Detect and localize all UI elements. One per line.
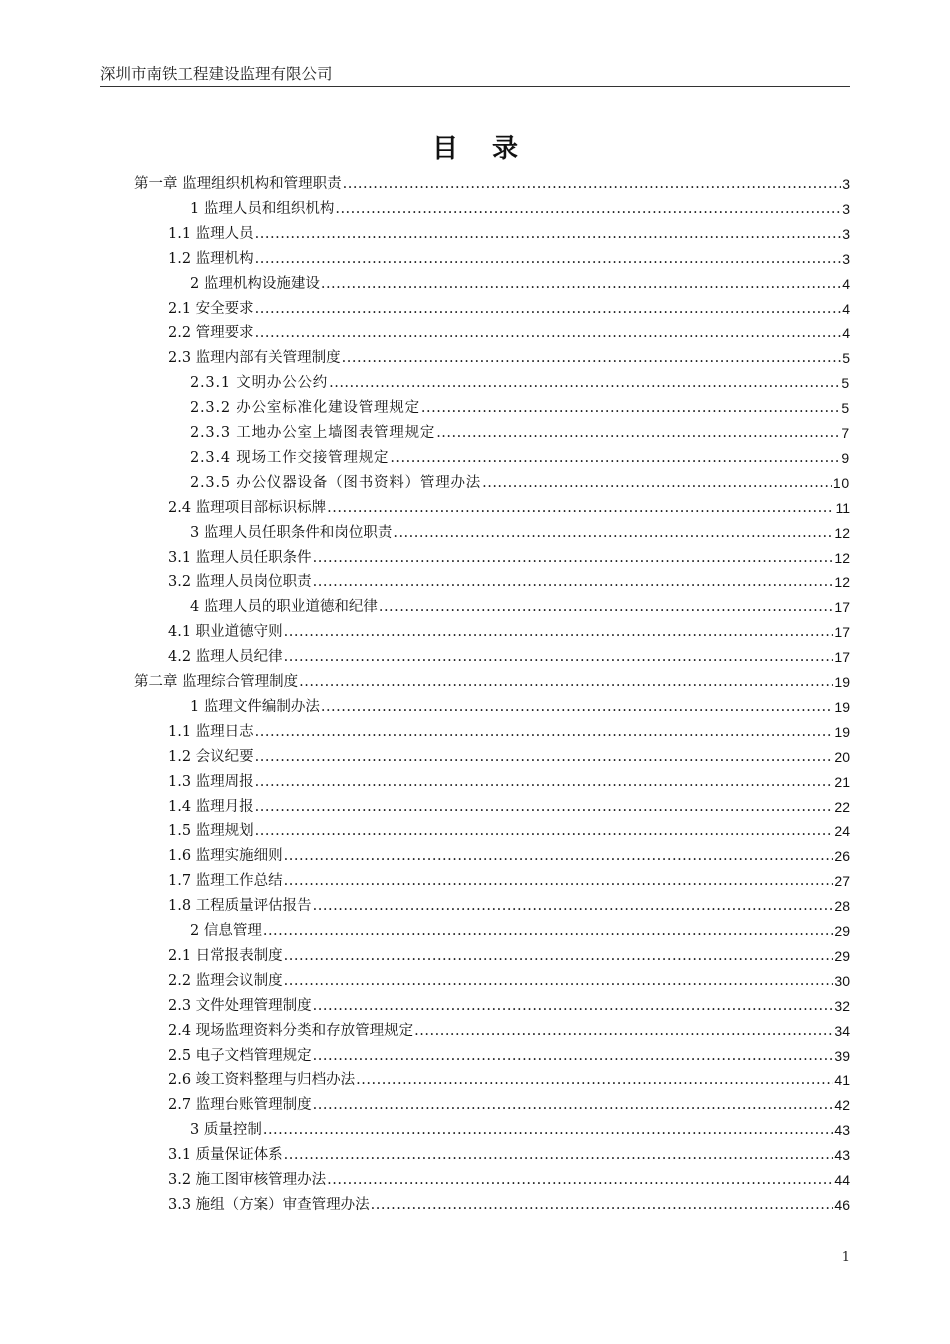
toc-entry-label: 2.3.1 文明办公公约	[190, 375, 329, 392]
toc-entry-label: 3 监理人员任职条件和岗位职责	[190, 524, 393, 541]
toc-leader-dots	[321, 697, 834, 717]
toc-entry-label: 1.2 会议纪要	[168, 748, 254, 765]
page-number: 1	[841, 1250, 850, 1265]
toc-entry-page: 42	[834, 1097, 850, 1114]
toc-entry-label: 2.3.2 办公室标准化建设管理规定	[190, 400, 420, 417]
toc-entry-label: 1 监理文件编制办法	[190, 698, 320, 715]
toc-entry-label: 2.3.4 现场工作交接管理规定	[190, 449, 390, 466]
toc-entry-page: 19	[834, 698, 850, 715]
toc-leader-dots	[436, 423, 840, 443]
toc-entry-page: 3	[842, 176, 850, 192]
toc-entry-page: 17	[834, 624, 850, 641]
toc-entry-page: 30	[834, 972, 850, 989]
toc-entry-page: 20	[834, 748, 850, 765]
toc-entry-page: 3	[842, 200, 850, 217]
toc-leader-dots	[313, 548, 834, 568]
toc-entry-label: 2.4 现场监理资料分类和存放管理规定	[168, 1022, 414, 1039]
toc-entry-page: 32	[834, 997, 850, 1014]
toc-entry-label: 1.3 监理周报	[168, 773, 254, 790]
toc-entry-page: 12	[834, 549, 850, 566]
toc-leader-dots	[284, 971, 834, 991]
toc-entry[interactable]	[190, 921, 850, 941]
toc-entry-page: 29	[834, 947, 850, 964]
toc-entry[interactable]	[168, 896, 850, 916]
toc-entry-page: 21	[834, 773, 850, 790]
toc-entry[interactable]	[168, 224, 850, 244]
toc-entry-page: 44	[834, 1172, 850, 1188]
toc-entry-page: 5	[841, 400, 850, 417]
toc-leader-dots	[255, 772, 834, 792]
toc-entry-label: 3.1 质量保证体系	[168, 1147, 283, 1164]
toc-entry[interactable]	[168, 1145, 850, 1165]
toc-entry[interactable]	[168, 996, 850, 1016]
toc-entry-page: 29	[834, 923, 850, 939]
toc-leader-dots	[371, 1195, 834, 1215]
toc-entry[interactable]	[190, 423, 850, 443]
toc-entry[interactable]	[190, 1120, 850, 1140]
page-title: 目录	[431, 134, 552, 164]
toc-entry[interactable]	[168, 747, 850, 767]
toc-entry-label: 4.2 监理人员纪律	[168, 649, 283, 666]
toc-entry-page: 39	[834, 1047, 850, 1064]
toc-entry-label: 1.2 监理机构	[168, 250, 254, 267]
toc-entry[interactable]	[190, 697, 850, 717]
toc-leader-dots	[421, 398, 841, 418]
toc-entry[interactable]	[168, 1195, 850, 1215]
toc-entry-page: 19	[834, 674, 850, 690]
toc-leader-dots	[327, 498, 834, 518]
toc-entry[interactable]	[168, 299, 850, 319]
toc-entry-page: 3	[842, 225, 850, 242]
toc-entry-label: 2 监理机构设施建设	[190, 275, 320, 292]
toc-entry-page: 27	[834, 873, 850, 890]
toc-leader-dots	[313, 1046, 834, 1066]
toc-entry-page: 12	[834, 524, 850, 541]
toc-entry[interactable]	[168, 722, 850, 742]
toc-leader-dots	[255, 323, 842, 343]
toc-entry[interactable]	[168, 572, 850, 592]
toc-entry[interactable]	[168, 1021, 850, 1041]
toc-leader-dots	[284, 622, 834, 642]
toc-entry-label: 1.4 监理月报	[168, 798, 254, 815]
toc-leader-dots	[299, 672, 833, 692]
toc-entry-page: 5	[841, 375, 850, 392]
toc-entry-page: 22	[834, 798, 850, 815]
toc-entry-page: 28	[834, 898, 850, 915]
toc-entry[interactable]	[190, 448, 850, 468]
toc-leader-dots	[255, 224, 842, 244]
toc-entry-label: 3 质量控制	[190, 1122, 262, 1139]
toc-entry-label: 3.3 施组（方案）审查管理办法	[168, 1196, 370, 1213]
toc-entry[interactable]	[190, 597, 850, 617]
toc-entry[interactable]	[168, 971, 850, 991]
toc-leader-dots	[327, 1170, 833, 1190]
toc-leader-dots	[284, 647, 834, 667]
toc-leader-dots	[329, 373, 840, 393]
toc-entry-page: 24	[834, 823, 850, 840]
toc-leader-dots	[342, 348, 842, 368]
toc-entry-page: 12	[834, 574, 850, 591]
toc-entry[interactable]	[190, 199, 850, 219]
toc-entry[interactable]	[168, 1070, 850, 1090]
toc-leader-dots	[284, 846, 834, 866]
toc-entry-label: 1.6 监理实施细则	[168, 848, 283, 865]
toc-leader-dots	[335, 199, 841, 219]
toc-leader-dots	[313, 572, 834, 592]
toc-leader-dots	[263, 921, 834, 941]
toc-entry-page: 4	[842, 325, 850, 342]
toc-leader-dots	[255, 797, 834, 817]
header-divider	[100, 86, 850, 87]
toc-entry-page: 4	[842, 275, 850, 292]
toc-entry-label: 第二章 监理综合管理制度	[134, 674, 299, 690]
toc-entry-label: 2.3 文件处理管理制度	[168, 997, 312, 1014]
toc-entry[interactable]	[168, 797, 850, 817]
page-header-company: 深圳市南铁工程建设监理有限公司	[100, 65, 333, 83]
toc-entry-label: 2.3 监理内部有关管理制度	[168, 350, 341, 367]
toc-entry-label: 2.3.5 办公仪器设备（图书资料）管理办法	[190, 474, 482, 491]
toc-entry-page: 5	[842, 350, 850, 367]
toc-leader-dots	[343, 174, 842, 194]
toc-entry-page: 34	[834, 1022, 850, 1039]
toc-entry-page: 10	[832, 474, 850, 491]
toc-entry-page: 4	[842, 300, 850, 317]
toc-entry-label: 3.2 监理人员岗位职责	[168, 574, 312, 591]
toc-leader-dots	[255, 722, 834, 742]
toc-entry-page: 9	[841, 449, 850, 466]
toc-entry[interactable]	[190, 398, 850, 418]
toc-leader-dots	[414, 1021, 833, 1041]
toc-leader-dots	[313, 1095, 834, 1115]
toc-leader-dots	[482, 473, 832, 493]
toc-entry-page: 43	[834, 1122, 850, 1139]
toc-entry-label: 2.2 管理要求	[168, 325, 254, 342]
toc-entry-label: 4.1 职业道德守则	[168, 624, 283, 641]
toc-leader-dots	[284, 871, 834, 891]
toc-entry[interactable]	[190, 274, 850, 294]
toc-entry-label: 1 监理人员和组织机构	[190, 200, 335, 217]
toc-leader-dots	[284, 946, 834, 966]
toc-entry-label: 2 信息管理	[190, 923, 262, 939]
toc-entry[interactable]	[168, 622, 850, 642]
toc-entry[interactable]	[168, 846, 850, 866]
toc-entry[interactable]	[168, 647, 850, 667]
toc-leader-dots	[313, 996, 834, 1016]
toc-entry-label: 第一章 监理组织机构和管理职责	[134, 176, 342, 192]
toc-entry[interactable]	[168, 1046, 850, 1066]
toc-entry[interactable]	[168, 772, 850, 792]
toc-entry-label: 2.2 监理会议制度	[168, 972, 283, 989]
toc-entry[interactable]	[190, 473, 850, 493]
toc-entry[interactable]	[168, 871, 850, 891]
toc-entry-page: 17	[834, 599, 850, 616]
toc-entry-page: 46	[834, 1196, 850, 1213]
toc-entry[interactable]	[190, 373, 850, 393]
toc-entry-label: 3.1 监理人员任职条件	[168, 549, 312, 566]
toc-entry-label: 3.2 施工图审核管理办法	[168, 1172, 327, 1188]
toc-entry-label: 2.4 监理项目部标识标牌	[168, 499, 327, 516]
toc-leader-dots	[321, 274, 841, 294]
toc-entry-page: 19	[834, 723, 850, 740]
toc-entry-page: 17	[834, 649, 850, 666]
toc-leader-dots	[393, 523, 833, 543]
toc-entry[interactable]	[168, 1095, 850, 1115]
toc-entry[interactable]	[134, 174, 850, 194]
toc-entry-page: 41	[834, 1072, 850, 1089]
toc-entry[interactable]	[168, 946, 850, 966]
toc-entry-label: 1.8 工程质量评估报告	[168, 898, 312, 915]
toc-leader-dots	[313, 896, 834, 916]
toc-entry[interactable]	[190, 523, 850, 543]
toc-entry-page: 11	[835, 499, 850, 516]
toc-leader-dots	[390, 448, 840, 468]
toc-entry-label: 4 监理人员的职业道德和纪律	[190, 599, 378, 616]
toc-leader-dots	[255, 299, 842, 319]
toc-entry-label: 2.5 电子文档管理规定	[168, 1047, 312, 1064]
toc-leader-dots	[379, 597, 834, 617]
toc-leader-dots	[263, 1120, 834, 1140]
toc-entry[interactable]	[168, 348, 850, 368]
toc-leader-dots	[255, 821, 834, 841]
toc-leader-dots	[255, 249, 842, 269]
toc-entry-page: 3	[842, 250, 850, 267]
toc-entry[interactable]	[168, 323, 850, 343]
toc-entry[interactable]	[168, 249, 850, 269]
toc-entry-label: 2.1 安全要求	[168, 300, 254, 317]
toc-leader-dots	[356, 1070, 833, 1090]
toc-entry-label: 2.7 监理台账管理制度	[168, 1097, 312, 1114]
toc-entry[interactable]	[168, 548, 850, 568]
toc-entry[interactable]	[168, 1170, 850, 1190]
toc-entry-page: 7	[841, 425, 850, 441]
toc-entry-label: 1.7 监理工作总结	[168, 873, 283, 890]
toc-entry-label: 2.3.3 工地办公室上墙图表管理规定	[190, 425, 436, 441]
toc-entry-label: 2.6 竣工资料整理与归档办法	[168, 1072, 356, 1089]
toc-leader-dots	[284, 1145, 834, 1165]
toc-entry-page: 26	[834, 848, 850, 865]
toc-entry[interactable]	[134, 672, 850, 692]
toc-entry-label: 1.5 监理规划	[168, 823, 254, 840]
toc-entry-page: 43	[834, 1147, 850, 1164]
toc-entry[interactable]	[168, 498, 850, 518]
toc-entry-label: 2.1 日常报表制度	[168, 947, 283, 964]
toc-entry-label: 1.1 监理人员	[168, 225, 254, 242]
toc-entry[interactable]	[168, 821, 850, 841]
toc-entry-label: 1.1 监理日志	[168, 723, 254, 740]
toc-leader-dots	[255, 747, 834, 767]
